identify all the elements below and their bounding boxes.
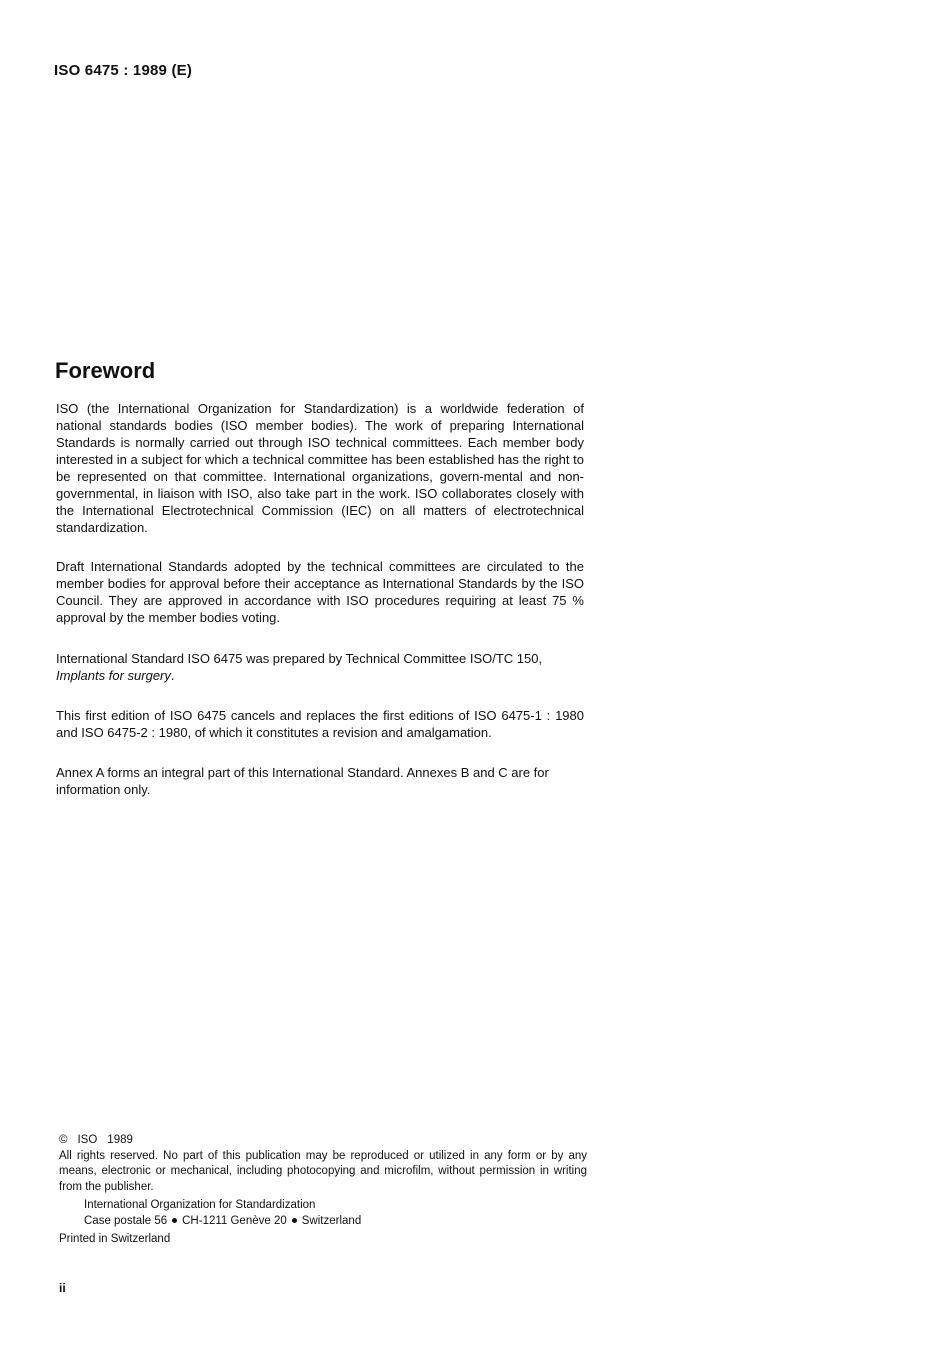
copyright-line	[59, 1133, 587, 1149]
copyright-block	[59, 1133, 587, 1248]
foreword-paragraph-1: ISO (the International Organization for Standardization) is a worldwide federation of national standards bodies (ISO member bodies). The work of preparing International Standards is normally carried out through ISO technical committees. Each member body interested in a subject for which a technical committee has been established has the right to be represented on that committee. International organizations, govern-mental and non-governmental, in liaison with ISO, also take part in the work. ISO collaborates closely with the International Electrotechnical Commission (IEC) on all matters of electrotechnical standardization.	[56, 401, 584, 535]
address-part-1: Case postale 56	[84, 1214, 168, 1227]
address-line	[84, 1214, 587, 1230]
page-number: ii	[59, 1281, 66, 1295]
foreword-paragraph-4: This first edition of ISO 6475 cancels and replaces the first editions of ISO 6475-1 : 1980 and ISO 6475-2 : 1980, of which it constitutes a revision and amalgamation.	[56, 708, 584, 740]
rights-statement: All rights reserved. No part of this publication may be reproduced or utilized in any form or by any means, electronic or mechanical, including photocopying and microfilm, without permission in writing from the publisher.	[59, 1149, 587, 1193]
copyright-year: 1989	[107, 1134, 133, 1146]
copyright-organization: ISO	[77, 1134, 98, 1146]
publisher-address	[59, 1198, 587, 1229]
paragraph-3-text: International Standard ISO 6475 was prepared by Technical Committee ISO/TC 150,	[56, 651, 543, 666]
bullet-icon	[292, 1218, 297, 1223]
address-part-3: Switzerland	[301, 1214, 362, 1227]
foreword-paragraph-5: Annex A forms an integral part of this International Standard. Annexes B and C are for information only.	[56, 765, 549, 797]
bullet-icon	[172, 1218, 177, 1223]
address-part-2: CH-1211 Genève 20	[182, 1214, 287, 1227]
paragraph-3-end: .	[170, 668, 175, 683]
document-id: ISO 6475 : 1989 (E)	[54, 62, 193, 79]
committee-title: Implants for surgery	[56, 668, 171, 683]
publisher-name: International Organization for Standardization	[84, 1199, 316, 1211]
foreword-paragraph-3	[56, 650, 584, 684]
printed-in: Printed in Switzerland	[59, 1233, 171, 1245]
copyright-symbol: ©	[59, 1134, 68, 1146]
foreword-paragraph-2: Draft International Standards adopted by the technical committees are circulated to the member bodies for approval before their acceptance as International Standards by the ISO Council. They are approved in accordance with ISO procedures requiring at least 75 % approval by the member bodies voting.	[56, 559, 584, 625]
foreword-title: Foreword	[55, 358, 156, 383]
